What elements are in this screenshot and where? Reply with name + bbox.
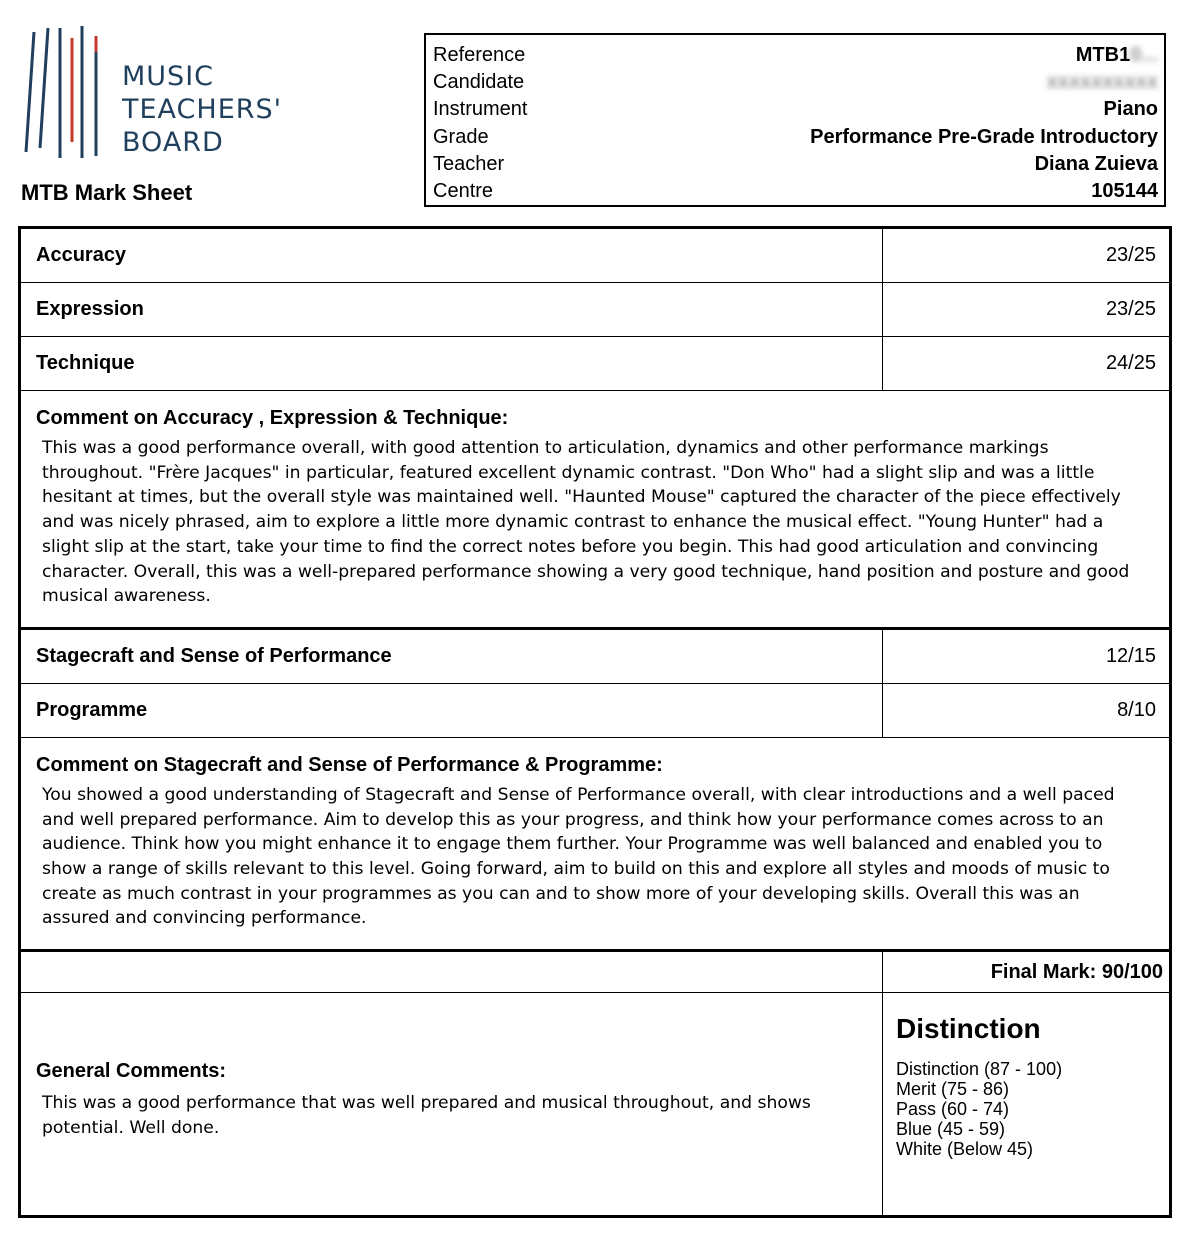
centre-row <box>433 178 1158 205</box>
comment-heading: Comment on Accuracy , Expression & Technique: <box>36 407 509 429</box>
teacher-row <box>433 151 1158 178</box>
instrument-row <box>433 96 1158 123</box>
candidate-label: Candidate <box>433 71 525 94</box>
logo-line-board: BOARD <box>122 127 224 158</box>
candidate-row <box>433 69 1158 96</box>
candidate-value <box>1047 69 1158 96</box>
reference-value: MTB10... <box>1075 44 1158 66</box>
mark-name: Expression <box>21 283 883 336</box>
mark-score: 23/25 <box>1105 298 1156 320</box>
mark-score: 12/15 <box>1105 644 1156 667</box>
comment-text: This was a good performance overall, with good attention to articulation, dynamics and other performance markings throughout. "Frère Jacques" in particular, featured excellent dynamic contrast. "Don Who" had a slight slip and was a little hesitant at times, but the overall style was maintained well. "Haunted Mouse" captured the character of the piece effectively and was nicely phrased, aim to explore a little more dynamic contrast to enhance the musical effect. "Young Hunter" had a slight slip at the start, take your time to find the correct notes before you begin. This had good articulation and convincing character. Overall, this was a well-prepared performance showing a very good technique, hand position and posture and good musical awareness. <box>42 438 1130 607</box>
redacted-text: xxxxxxxxxx <box>1046 71 1158 94</box>
logo-wordmark <box>122 60 282 159</box>
mtb-logo <box>22 24 322 164</box>
mark-name: Technique <box>21 337 883 390</box>
final-mark-row <box>21 952 1169 993</box>
grade-band: White (Below 45) <box>896 1139 1034 1160</box>
general-comments-heading: General Comments: <box>36 1060 227 1083</box>
grade-band: Pass (60 - 74) <box>896 1099 1010 1120</box>
redacted-text: 0... <box>1130 44 1158 66</box>
instrument-label: Instrument <box>433 98 528 121</box>
final-mark-spacer <box>21 952 883 992</box>
logo-line-music: MUSIC <box>122 61 215 92</box>
mark-row-accuracy <box>21 229 1169 283</box>
comment-heading: Comment on Stagecraft and Sense of Performance & Programme: <box>36 753 663 776</box>
grade-band: Merit (75 - 86) <box>896 1079 1010 1100</box>
centre-label: Centre <box>433 179 494 202</box>
grade-band: Distinction (87 - 100) <box>896 1059 1063 1080</box>
reference-row <box>433 42 1158 69</box>
centre-value: 105144 <box>1091 179 1158 202</box>
grade-result <box>883 993 1169 1215</box>
comment-stagecraft-programme <box>21 738 1169 952</box>
grade-value: Performance Pre-Grade Introductory <box>810 125 1158 148</box>
award-level: Distinction <box>896 1013 1041 1045</box>
grade-label: Grade <box>433 125 489 148</box>
comment-text: You showed a good understanding of Stagecraft and Sense of Performance overall, with clear introductions and a well paced and well prepared performance. Aim to develop this as your progress, and think how your performance comes across to an audience. Think how you might enhance it to engage them further. Your Programme was well balanced and enabled you to show a range of skills relevant to this level. Going forward, aim to build on this and explore all styles and moods of music to create as much contrast in your programmes as you can and to show more of your developing skills. Overall this was an assured and convincing performance. <box>42 784 1115 929</box>
mark-name: Stagecraft and Sense of Performance <box>21 630 883 683</box>
grade-band: Blue (45 - 59) <box>896 1119 1006 1140</box>
general-comments-text: This was a good performance that was well prepared and musical throughout, and shows potential. Well done. <box>42 1093 811 1139</box>
mark-score: 23/25 <box>1105 244 1156 266</box>
teacher-value: Diana Zuieva <box>1034 152 1158 175</box>
sheet-title: MTB Mark Sheet <box>21 180 193 205</box>
mark-score: 8/10 <box>1117 698 1156 721</box>
mark-row-technique <box>21 337 1169 391</box>
mark-row-expression <box>21 283 1169 337</box>
summary-section <box>21 993 1169 1215</box>
logo-line-teachers: TEACHERS' <box>122 94 283 125</box>
mark-row-programme <box>21 684 1169 738</box>
logo-bars-icon <box>22 24 112 164</box>
mark-row-stagecraft <box>21 630 1169 684</box>
reference-label: Reference <box>433 44 526 66</box>
mark-name: Programme <box>21 684 883 737</box>
final-mark: Final Mark: 90/100 <box>990 960 1163 983</box>
general-comments <box>21 993 883 1215</box>
comment-accuracy-expression-technique <box>21 391 1169 630</box>
mark-sheet-table <box>18 226 1172 1218</box>
teacher-label: Teacher <box>433 152 505 175</box>
mark-name: Accuracy <box>21 229 883 282</box>
mark-score: 24/25 <box>1105 352 1156 374</box>
reference-box <box>424 33 1166 207</box>
instrument-value: Piano <box>1103 98 1158 121</box>
grade-row <box>433 124 1158 151</box>
